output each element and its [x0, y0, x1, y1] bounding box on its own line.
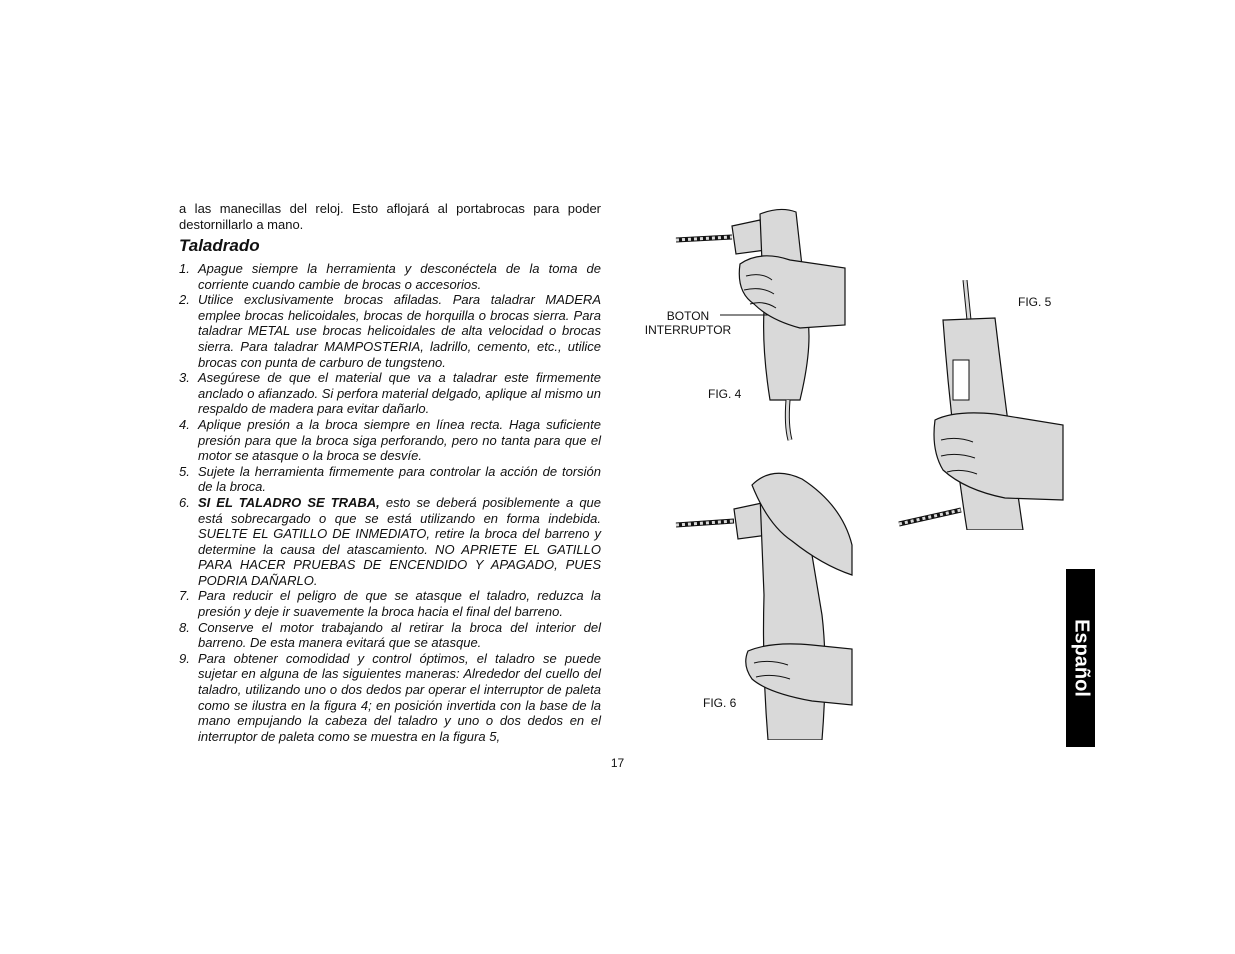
- intro-paragraph: a las manecillas del reloj. Esto aflojará al portabrocas para poder destornillarlo a mano.: [179, 201, 601, 232]
- step-text-6: [198, 495, 601, 589]
- step-number: 1.: [179, 261, 190, 276]
- list-item: [179, 417, 601, 464]
- step-text: Para obtener comodidad y control óptimos, el taladro se puede sujetar en alguna de las siguientes maneras: Alrededor del cuello del taladro, utilizando uno o dos dedos par operar el interruptor de paleta como se ilustra en la figura 4; en posición invertida con la base de la mano empujando la cabeza del taladro y uno o dos dedos en el interruptor de paleta como se muestra en la figura 5,: [198, 650, 601, 744]
- step-text: esto se deberá posiblemente a que está sobrecargado o que se está utilizando en forma indebida. SUELTE EL GATILLO DE INMEDIATO, retire la broca del barreno y determine la causa del atascamiento. NO APRIETE EL GATILLO PARA HACER PRUEBAS DE ENCENDIDO Y APAGADO, PUES PODRIA DAÑARLO.: [198, 494, 602, 588]
- list-item: [179, 370, 601, 417]
- list-item: [179, 464, 601, 495]
- step-text: Utilice exclusivamente brocas afiladas. Para taladrar MADERA emplee brocas helicoidales, brocas de horquilla o brocas sierra. Para taladrar METAL use brocas helicoidales de alta velocidad o brocas sierra. Para taladrar MAMPOSTERIA, ladrillo, cemento, etc., utilice brocas con punta de carburo de tungsteno.: [198, 292, 601, 370]
- step-number: 3.: [179, 370, 190, 386]
- step-number: 4.: [179, 416, 190, 432]
- list-item: [179, 261, 601, 292]
- list-item: [179, 292, 601, 370]
- fig5-label: FIG. 5: [1018, 295, 1052, 309]
- list-item: [179, 651, 601, 745]
- step-text: Sujete la herramienta firmemente para controlar la acción de torsión de la broca.: [198, 463, 601, 495]
- section-heading: Taladrado: [179, 236, 260, 255]
- step-text: Apague siempre la herramienta y desconéctela de la toma de corriente cuando cambie de brocas o accesorios.: [198, 261, 601, 292]
- fig5-drill-illustration: [895, 280, 1065, 530]
- warning-bold-text: SI EL TALADRO SE TRABA,: [198, 494, 380, 510]
- step-number: 9.: [179, 650, 190, 666]
- fig4-label: FIG. 4: [708, 387, 742, 401]
- step-text: Aplique presión a la broca siempre en línea recta. Haga suficiente presión para que la broca siga perforando, pero no tanta para que el motor se atasque o la broca se desvíe.: [198, 416, 601, 464]
- list-item: [179, 620, 601, 651]
- step-text: Asegúrese de que el material que va a taladrar este firmemente anclado o afianzado. Si perfora material delgado, aplique al mismo un respaldo de madera para evitar dañarlo.: [198, 370, 601, 417]
- step-text: Conserve el motor trabajando al retirar la broca del interior del barreno. De esta manera evitará que se atasque.: [198, 619, 601, 651]
- page-number: 17: [610, 756, 625, 770]
- step-number: 5.: [179, 463, 190, 479]
- callout-line-1: BOTON: [666, 309, 710, 323]
- language-tab: [1066, 569, 1095, 747]
- callout-leader-line: [720, 310, 770, 320]
- fig6-label: FIG. 6: [703, 696, 737, 710]
- language-tab-label: Español: [1070, 619, 1092, 697]
- list-item: [179, 495, 601, 589]
- fig6-drill-illustration: [672, 465, 857, 740]
- step-number: 7.: [179, 588, 190, 604]
- step-number: 2.: [179, 292, 190, 308]
- step-number: 6.: [179, 494, 190, 510]
- list-item: [179, 588, 601, 619]
- step-number: 8.: [179, 619, 190, 635]
- step-text: Para reducir el peligro de que se atasque el taladro, reduzca la presión y deje ir suavemente la broca hacia el final del barreno.: [198, 588, 601, 620]
- callout-line-2: INTERRUPTOR: [644, 323, 732, 337]
- drilling-steps-list: [179, 261, 601, 744]
